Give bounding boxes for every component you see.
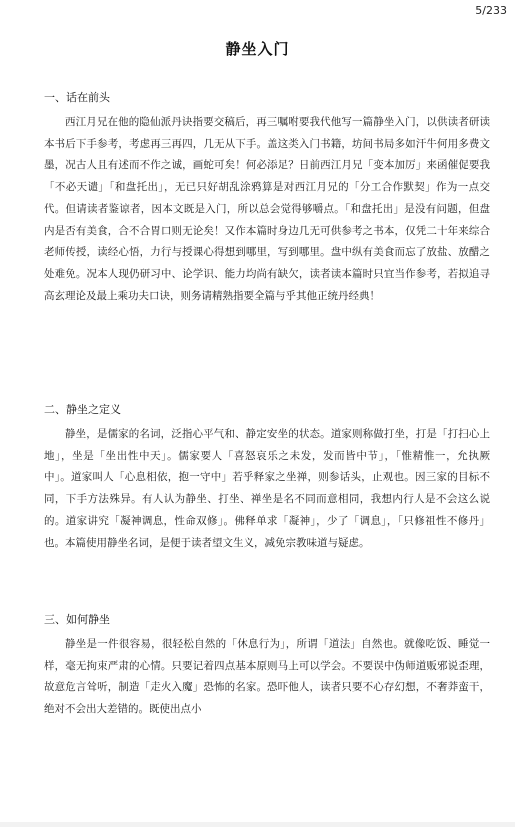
section-heading: 一、话在前头 (44, 91, 110, 104)
page-bottom-edge (0, 822, 515, 827)
section-paragraph: 静坐，是儒家的名词，泛指心平气和、静定安坐的状态。道家则称做打坐，打是「打扫心上地」，坐是「坐出性中天」。儒家要人「喜怒哀乐之未发，发而皆中节」，「惟精惟一，允执厥中」。道家叫人「心息相依，抱一守中」若乎释家之坐禅，则参话头，止观也。因三家的目标不同，下手方法殊异。有人认为静坐、打坐、禅坐是名不同而意相同，我想内行人是不会这么说的。道家讲究「凝神调息，性命双修」。佛释单求「凝神」，少了「调息」，「只修祖性不修丹」也。本篇使用静坐名词，是便于读者望文生义，减免宗教味道与疑虑。 (44, 428, 490, 549)
section-definition (44, 402, 490, 554)
document-title: 静坐入门 (225, 40, 290, 59)
section-paragraph: 西江月兄在他的隐仙派丹诀指要交稿后，再三嘱咐要我代他写一篇静坐入门，以供读者研读本书后下手参考，考虑再三再四，几无从下手。盖这类入门书籍，坊间书局多如汗牛何用多费文墨，况古人且有述而不作之诚，画蛇可矣！何必添足？日前西江月兄「变本加厉」来函催促要我「不必天谴」「和盘托出」，无已只好胡乱涂鸦算是对西江月兄的「分工合作默契」作为一点交代。但请读者鉴谅者，因本文既是入门，所以总会觉得够嚼点。「和盘托出」是没有问题，但盘内是否有美食，合不合胃口则无论矣！又作本篇时身边几无可供参考之书本，仅凭二十年来综合老师传授，读经心悟，力行与授课心得想到哪里，写到哪里。盘中纵有美食而忘了放盐、放醋之处难免。况本人现仍研习中、论学识、能力均尚有缺欠，读者读本篇时只宜当作参考，若拟追寻高玄理论及最上乘功夫口诀，则务请精熟指要全篇与乎其他正统丹经典！ (44, 116, 490, 302)
section-introduction (44, 90, 490, 307)
section-heading: 二、静坐之定义 (44, 403, 121, 416)
section-how-to (44, 612, 490, 721)
section-paragraph: 静坐是一件很容易，很轻松自然的「休息行为」，所谓「道法」自然也。就像吃饭、睡觉一样，毫无拘束严肃的心情。只要记着四点基本原则马上可以学会。不要误中伪师道贩邪说歪理，故意危言耸听，制造「走火入魔」恐怖的名家。恐吓他人，读者只要不心存幻想，不奢莽蛮干，绝对不会出大差错的。既使出点小 (44, 638, 490, 716)
section-heading: 三、如何静坐 (44, 613, 110, 626)
page-number: 5/233 (475, 4, 507, 17)
